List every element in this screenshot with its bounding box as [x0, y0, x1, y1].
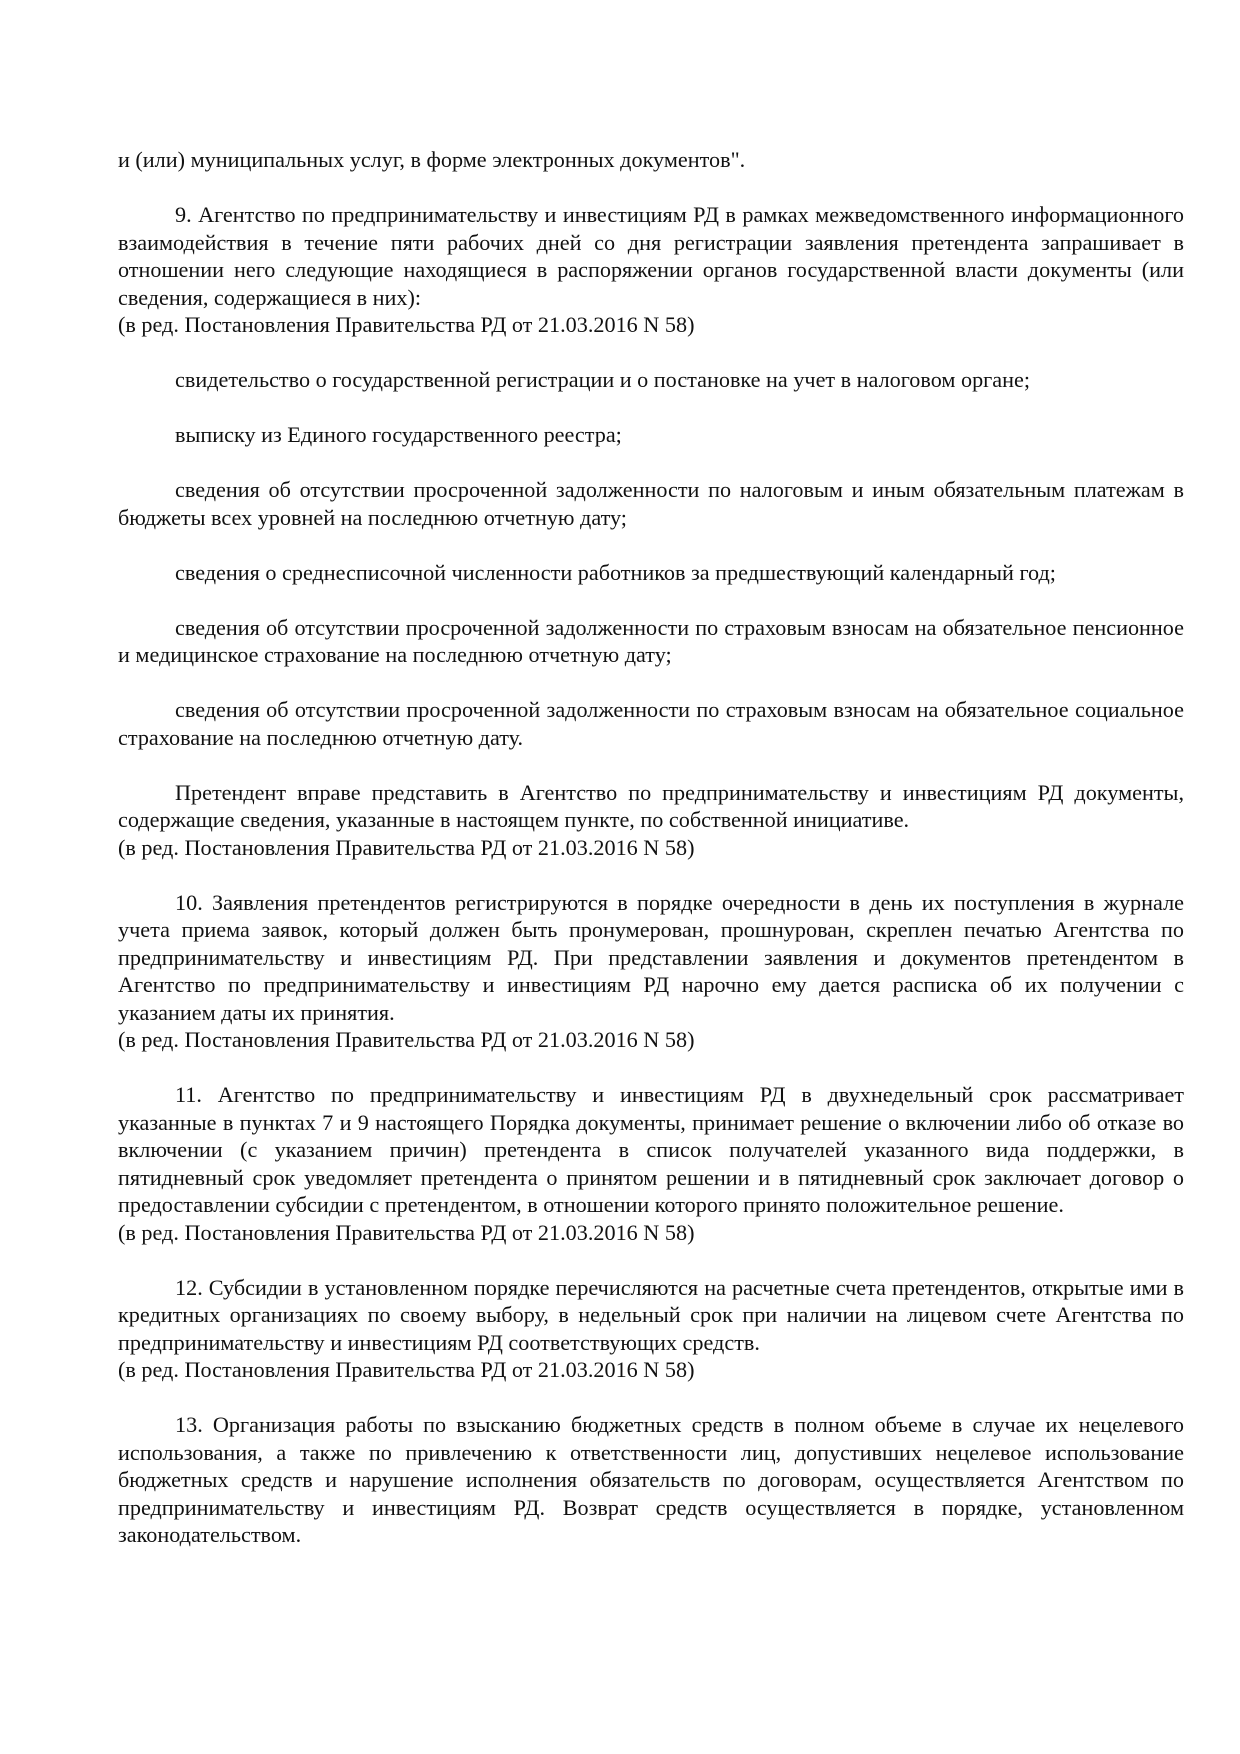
- paragraph-9-initiative: Претендент вправе представить в Агентство по предпринимательству и инвестициям РД документы, содержащие сведения, указанные в настоящем пункте, по собственной инициативе.: [118, 779, 1184, 832]
- amendment-note-12: (в ред. Постановления Правительства РД от 21.03.2016 N 58): [118, 1357, 695, 1382]
- paragraph-continuation: и (или) муниципальных услуг, в форме электронных документов".: [118, 147, 746, 172]
- paragraph-10: 10. Заявления претендентов регистрируются в порядке очередности в день их поступления в журнале учета приема заявок, который должен быть пронумерован, прошнурован, скреплен печатью Агентства по предпринимательству и инвестициям РД. При представлении заявления и документов претендентом в Агентство по предпринимательству и инвестициям РД нарочно ему дается расписка об их получении с указанием даты их принятия.: [118, 889, 1184, 1025]
- paragraph-12: 12. Субсидии в установленном порядке перечисляются на расчетные счета претендентов, открытые ими в кредитных организациях по своему выбору, в недельный срок при наличии на лицевом счете Агентства по предпринимательству и инвестициям РД соответствующих средств.: [118, 1274, 1184, 1355]
- document-body: [118, 146, 1184, 1549]
- list-item-social-insurance-debt-info: сведения об отсутствии просроченной задолженности по страховым взносам на обязательное социальное страхование на последнюю отчетную дату.: [118, 697, 1184, 750]
- amendment-note-10: (в ред. Постановления Правительства РД от 21.03.2016 N 58): [118, 1027, 695, 1052]
- list-item-registration-certificate: свидетельство о государственной регистрации и о постановке на учет в налоговом органе;: [175, 367, 1031, 392]
- paragraph-9: 9. Агентство по предпринимательству и инвестициям РД в рамках межведомственного информационного взаимодействия в течение пяти рабочих дней со дня регистрации заявления претендента запрашивает в отношении него следующие находящиеся в распоряжении органов государственной власти документы (или сведения, содержащиеся в них):: [118, 202, 1184, 310]
- list-item-registry-extract: выписку из Единого государственного реестра;: [175, 422, 622, 447]
- list-item-pension-insurance-debt-info: сведения об отсутствии просроченной задолженности по страховым взносам на обязательное пенсионное и медицинское страхование на последнюю отчетную дату;: [118, 614, 1184, 667]
- paragraph-13: 13. Организация работы по взысканию бюджетных средств в полном объеме в случае их нецелевого использования, а также по привлечению к ответственности лиц, допустивших нецелевое использование бюджетных средств и нарушение исполнения обязательств по договорам, осуществляется Агентством по предпринимательству и инвестициям РД. Возврат средств осуществляется в порядке, установленном законодательством.: [118, 1412, 1184, 1547]
- paragraph-11: 11. Агентство по предпринимательству и инвестициям РД в двухнедельный срок рассматривает указанные в пунктах 7 и 9 настоящего Порядка документы, принимает решение о включении либо об отказе во включении (с указанием причин) претендента в список получателей указанного вида поддержки, в пятидневный срок уведомляет претендента о принятом решении и в пятидневный срок заключает договор о предоставлении субсидии с претендентом, в отношении которого принято положительное решение.: [118, 1082, 1184, 1217]
- list-item-headcount-info: сведения о среднесписочной численности работников за предшествующий календарный год;: [175, 559, 1056, 585]
- amendment-note-9b: (в ред. Постановления Правительства РД от 21.03.2016 N 58): [118, 834, 695, 860]
- amendment-note-11: (в ред. Постановления Правительства РД от 21.03.2016 N 58): [118, 1219, 695, 1245]
- list-item-tax-debt-info: сведения об отсутствии просроченной задолженности по налоговым и иным обязательным платежам в бюджеты всех уровней на последнюю отчетную дату;: [118, 477, 1184, 530]
- amendment-note-9: (в ред. Постановления Правительства РД от 21.03.2016 N 58): [118, 312, 695, 337]
